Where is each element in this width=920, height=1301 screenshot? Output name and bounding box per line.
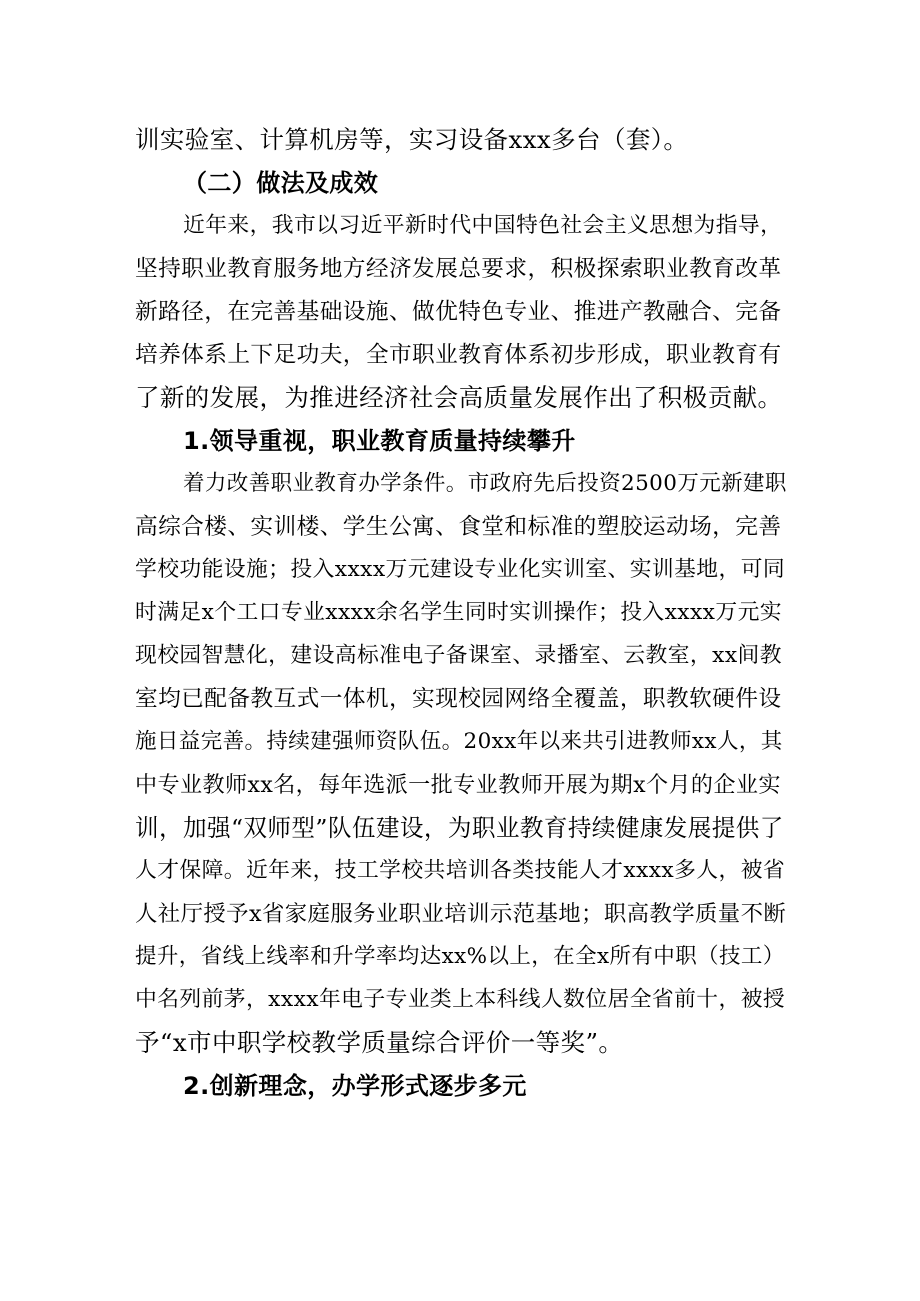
paragraph-line: 人才保障。近年来，技工学校共培训各类技能人才xxxx多人，被省 bbox=[135, 858, 786, 883]
paragraph-line: 现校园智慧化，建设高标准电子备课室、录播室、云教室，xx间教 bbox=[135, 643, 782, 668]
paragraph-line: 学校功能设施；投入xxxx万元建设专业化实训室、实训基地，可同 bbox=[135, 557, 786, 582]
paragraph-line: 培养体系上下足功夫，全市职业教育体系初步形成，职业教育有 bbox=[135, 342, 782, 368]
paragraph-line: 中名列前茅，xxxx年电子专业类上本科线人数位居全省前十，被授 bbox=[135, 987, 786, 1012]
paragraph-line: 了新的发展，为推进经济社会高质量发展作出了积极贡献。 bbox=[135, 383, 783, 412]
subsection-heading: 1.领导重视，职业教育质量持续攀升 bbox=[183, 427, 576, 455]
paragraph-line: 近年来，我市以习近平新时代中国特色社会主义思想为指导， bbox=[183, 213, 783, 238]
paragraph-line: 室均已配备教互式一体机，实现校园网络全覆盖，职教软硬件设 bbox=[135, 686, 782, 712]
paragraph-line: 予“x市中职学校教学质量综合评价一等奖”。 bbox=[135, 1028, 624, 1057]
paragraph-line: 高综合楼、实训楼、学生公寓、食堂和标准的塑胶运动场，完善 bbox=[135, 514, 782, 540]
paragraph-line: 训，加强“双师型”队伍建设，为职业教育持续健康发展提供了 bbox=[135, 814, 784, 842]
paragraph-line: 时满足x个工口专业xxxx余名学生同时实训操作；投入xxxx万元实 bbox=[135, 600, 782, 625]
paragraph-line: 施日益完善。持续建强师资队伍。20xx年以来共引进教师xx人，其 bbox=[135, 729, 783, 754]
paragraph-line: 着力改善职业教育办学条件。市政府先后投资2500万元新建职 bbox=[183, 471, 787, 496]
paragraph-line: 人社厅授予x省家庭服务业职业培训示范基地；职高教学质量不断 bbox=[135, 901, 787, 927]
paragraph-line: 训实验室、计算机房等，实习设备xxx多台（套）。 bbox=[135, 125, 689, 154]
paragraph-line: 坚持职业教育服务地方经济发展总要求，积极探索职业教育改革 bbox=[135, 256, 782, 282]
paragraph-line: 新路径，在完善基础设施、做优特色专业、推进产教融合、完备 bbox=[135, 299, 782, 325]
paragraph-line: 提升，省线上线率和升学率均达xx%以上，在全x所有中职（技工） bbox=[135, 944, 785, 969]
section-heading: （二）做法及成效 bbox=[183, 169, 379, 197]
paragraph-line: 中专业教师xx名，每年选派一批专业教师开展为期x个月的企业实 bbox=[135, 772, 781, 798]
subsection-heading: 2.创新理念，办学形式逐步多元 bbox=[183, 1072, 527, 1100]
